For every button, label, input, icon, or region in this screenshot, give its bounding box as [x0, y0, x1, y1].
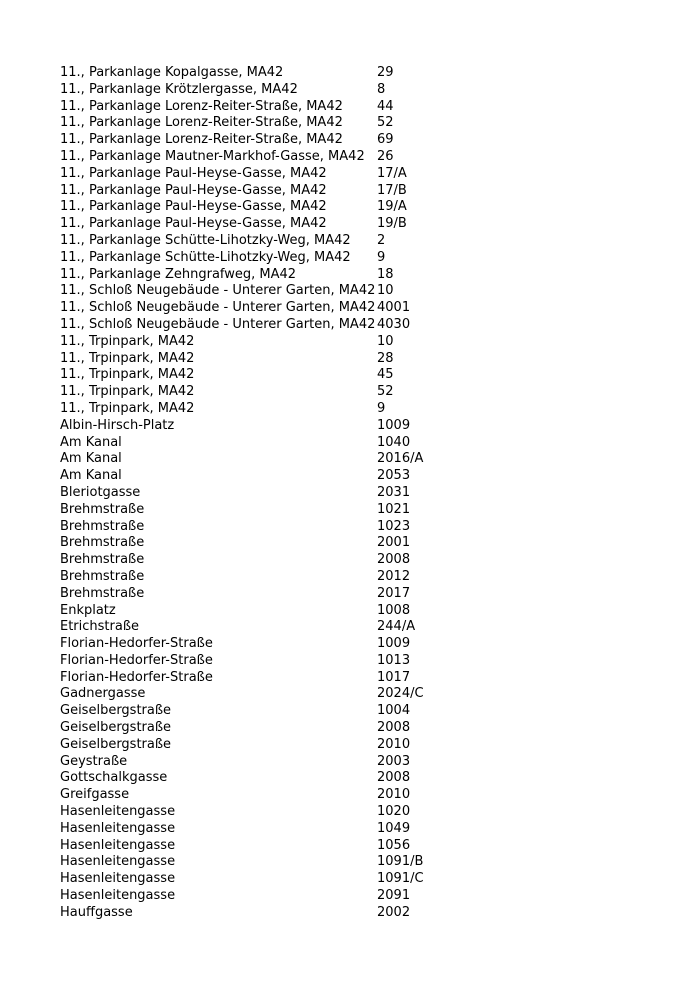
house-number: 4030: [377, 316, 411, 332]
street-name: Brehmstraße: [60, 518, 145, 534]
house-number: 4001: [377, 300, 411, 316]
house-number: 10: [377, 283, 394, 299]
list-item: [60, 720, 660, 737]
street-name: Hasenleitengasse: [60, 804, 176, 820]
house-number: 9: [377, 400, 386, 416]
house-number: 19/A: [377, 199, 407, 215]
house-number: 10: [377, 333, 394, 349]
street-name: 11., Parkanlage Mautner-Markhof-Gasse, MA42: [60, 148, 365, 164]
street-name: 11., Parkanlage Paul-Heyse-Gasse, MA42: [60, 165, 327, 181]
list-item: [60, 871, 660, 888]
street-name: 11., Parkanlage Zehngrafweg, MA42: [60, 266, 297, 282]
house-number: 18: [377, 266, 394, 282]
house-number: 2001: [377, 535, 411, 551]
house-number: 1009: [377, 417, 411, 433]
street-name: Florian-Hedorfer-Straße: [60, 636, 213, 652]
street-name: Geystraße: [60, 753, 128, 769]
house-number: 2017: [377, 585, 411, 601]
street-name: 11., Trpinpark, MA42: [60, 333, 195, 349]
street-name: Etrichstraße: [60, 619, 140, 635]
list-item: [60, 502, 660, 519]
street-name: Florian-Hedorfer-Straße: [60, 669, 213, 685]
street-name: Hasenleitengasse: [60, 854, 176, 870]
house-number: 1021: [377, 501, 411, 517]
street-name: 11., Parkanlage Lorenz-Reiter-Straße, MA42: [60, 115, 343, 131]
street-name: 11., Parkanlage Krötzlergasse, MA42: [60, 81, 298, 97]
list-item: [60, 99, 660, 116]
house-number: 26: [377, 148, 394, 164]
house-number: 19/B: [377, 216, 407, 232]
list-item: [60, 384, 660, 401]
list-item: [60, 132, 660, 149]
house-number: 9: [377, 249, 386, 265]
list-item: [60, 552, 660, 569]
list-item: [60, 603, 660, 620]
list-item: [60, 183, 660, 200]
list-item: [60, 334, 660, 351]
street-name: 11., Parkanlage Paul-Heyse-Gasse, MA42: [60, 216, 327, 232]
list-item: [60, 770, 660, 787]
house-number: 28: [377, 350, 394, 366]
house-number: 1091/C: [377, 871, 424, 887]
house-number: 2053: [377, 468, 411, 484]
street-name: Am Kanal: [60, 468, 122, 484]
house-number: 2010: [377, 736, 411, 752]
street-name: Gottschalkgasse: [60, 770, 168, 786]
street-name: Geiselbergstraße: [60, 720, 172, 736]
street-name: Geiselbergstraße: [60, 703, 172, 719]
house-number: 1017: [377, 669, 411, 685]
house-number: 1049: [377, 820, 411, 836]
list-item: [60, 267, 660, 284]
street-name: Gadnergasse: [60, 686, 146, 702]
house-number: 17/A: [377, 165, 407, 181]
house-number: 1091/B: [377, 854, 424, 870]
list-item: [60, 216, 660, 233]
list-item: [60, 703, 660, 720]
street-name: Geiselbergstraße: [60, 736, 172, 752]
house-number: 1040: [377, 434, 411, 450]
house-number: 52: [377, 384, 394, 400]
street-name: Greifgasse: [60, 787, 130, 803]
list-item: [60, 519, 660, 536]
street-name: Enkplatz: [60, 602, 116, 618]
list-item: [60, 905, 660, 922]
list-item: [60, 686, 660, 703]
house-number: 2010: [377, 787, 411, 803]
house-number: 2003: [377, 753, 411, 769]
list-item: [60, 569, 660, 586]
list-item: [60, 82, 660, 99]
street-name: Albin-Hirsch-Platz: [60, 417, 175, 433]
street-name: 11., Schloß Neugebäude - Unterer Garten, MA42: [60, 300, 376, 316]
street-name: Am Kanal: [60, 451, 122, 467]
street-name: Florian-Hedorfer-Straße: [60, 652, 213, 668]
street-name: Hasenleitengasse: [60, 837, 176, 853]
list-item: [60, 166, 660, 183]
house-number: 2031: [377, 484, 411, 500]
house-number: 2002: [377, 904, 411, 920]
street-name: 11., Parkanlage Lorenz-Reiter-Straße, MA42: [60, 132, 343, 148]
list-item: [60, 804, 660, 821]
street-name: 11., Parkanlage Lorenz-Reiter-Straße, MA42: [60, 98, 343, 114]
street-name: 11., Trpinpark, MA42: [60, 350, 195, 366]
street-name: 11., Parkanlage Schütte-Lihotzky-Weg, MA42: [60, 232, 351, 248]
list-item: [60, 485, 660, 502]
street-name: 11., Schloß Neugebäude - Unterer Garten, MA42: [60, 316, 376, 332]
street-name: Hasenleitengasse: [60, 871, 176, 887]
street-name: Brehmstraße: [60, 552, 145, 568]
street-name: Brehmstraße: [60, 501, 145, 517]
list-item: [60, 115, 660, 132]
list-item: [60, 535, 660, 552]
street-name: 11., Parkanlage Paul-Heyse-Gasse, MA42: [60, 199, 327, 215]
list-item: [60, 838, 660, 855]
house-number: 44: [377, 98, 394, 114]
list-item: [60, 468, 660, 485]
house-number: 2091: [377, 888, 411, 904]
list-item: [60, 367, 660, 384]
list-item: [60, 854, 660, 871]
house-number: 1013: [377, 652, 411, 668]
street-name: 11., Trpinpark, MA42: [60, 400, 195, 416]
street-name: 11., Trpinpark, MA42: [60, 367, 195, 383]
street-name: 11., Parkanlage Kopalgasse, MA42: [60, 65, 284, 80]
house-number: 1008: [377, 602, 411, 618]
list-item: [60, 754, 660, 771]
list-item: [60, 636, 660, 653]
street-name: Hasenleitengasse: [60, 820, 176, 836]
list-item: [60, 401, 660, 418]
list-item: [60, 888, 660, 905]
street-name: 11., Trpinpark, MA42: [60, 384, 195, 400]
list-item: [60, 250, 660, 267]
list-item: [60, 586, 660, 603]
address-list: [60, 65, 660, 922]
street-name: Brehmstraße: [60, 535, 145, 551]
house-number: 2024/C: [377, 686, 424, 702]
house-number: 1004: [377, 703, 411, 719]
house-number: 1056: [377, 837, 411, 853]
list-item: [60, 283, 660, 300]
house-number: 69: [377, 132, 394, 148]
house-number: 1023: [377, 518, 411, 534]
house-number: 45: [377, 367, 394, 383]
list-item: [60, 317, 660, 334]
list-item: [60, 821, 660, 838]
house-number: 2: [377, 232, 386, 248]
list-item: [60, 619, 660, 636]
list-item: [60, 65, 660, 82]
street-name: Brehmstraße: [60, 568, 145, 584]
house-number: 52: [377, 115, 394, 131]
street-name: Bleriotgasse: [60, 484, 141, 500]
list-item: [60, 435, 660, 452]
house-number: 2008: [377, 720, 411, 736]
street-name: 11., Schloß Neugebäude - Unterer Garten, MA42: [60, 283, 376, 299]
house-number: 2008: [377, 770, 411, 786]
house-number: 244/A: [377, 619, 416, 635]
house-number: 2008: [377, 552, 411, 568]
house-number: 2016/A: [377, 451, 424, 467]
street-name: Brehmstraße: [60, 585, 145, 601]
list-item: [60, 233, 660, 250]
list-item: [60, 300, 660, 317]
street-name: Hasenleitengasse: [60, 888, 176, 904]
house-number: 1020: [377, 804, 411, 820]
list-item: [60, 670, 660, 687]
list-item: [60, 787, 660, 804]
street-name: Am Kanal: [60, 434, 122, 450]
street-name: 11., Parkanlage Schütte-Lihotzky-Weg, MA42: [60, 249, 351, 265]
house-number: 17/B: [377, 182, 407, 198]
list-item: [60, 199, 660, 216]
house-number: 1009: [377, 636, 411, 652]
list-item: [60, 351, 660, 368]
house-number: 2012: [377, 568, 411, 584]
list-item: [60, 149, 660, 166]
list-item: [60, 451, 660, 468]
list-item: [60, 418, 660, 435]
list-item: [60, 737, 660, 754]
street-name: 11., Parkanlage Paul-Heyse-Gasse, MA42: [60, 182, 327, 198]
house-number: 29: [377, 65, 394, 80]
list-item: [60, 653, 660, 670]
house-number: 8: [377, 81, 386, 97]
street-name: Hauffgasse: [60, 904, 133, 920]
